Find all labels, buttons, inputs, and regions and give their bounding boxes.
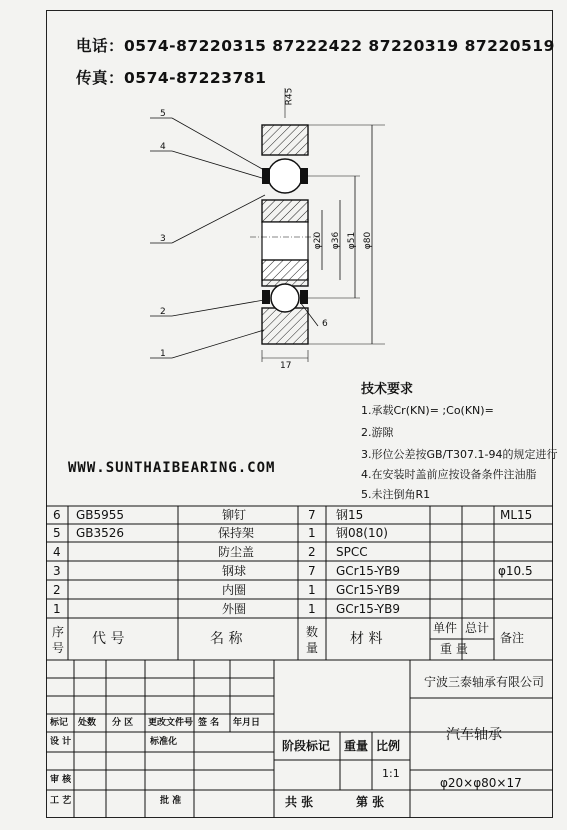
requirement-item: 4.在安装时盖前应按设备条件注油脂 [361, 468, 537, 481]
part-no: 2 [53, 583, 61, 597]
scale-label: 比例 [376, 739, 401, 753]
part-name: 内圈 [222, 583, 247, 597]
header-weight: 重 量 [440, 642, 468, 656]
part-name: 铆钉 [222, 508, 247, 522]
header-qty: 数量 [305, 625, 318, 655]
scale-value: 1:1 [382, 767, 400, 780]
header-material: 材 料 [350, 631, 383, 647]
part-material: 钢08(10) [336, 526, 388, 540]
part-no: 5 [53, 526, 61, 540]
requirement-item: 2.游隙 [361, 426, 394, 439]
part-no: 1 [53, 602, 61, 616]
requirement-item: 3.形位公差按GB/T307.1-94的规定进行 [361, 448, 558, 461]
review-label: 审 核 [50, 775, 72, 785]
dim-d51: φ51 [347, 231, 358, 250]
requirements-title: 技术要求 [361, 382, 414, 397]
header-code: 代 号 [92, 631, 125, 647]
stage-mark-label: 阶段标记 [282, 739, 331, 753]
requirement-item: 1.承载Cr(KN)= ;Co(KN)= [361, 404, 494, 417]
part-material: SPCC [336, 545, 368, 559]
header-name: 名 称 [210, 631, 243, 647]
leader-label-1: 1 [160, 349, 166, 359]
header-total: 总计 [465, 621, 490, 635]
radius-label: R45 [284, 87, 295, 106]
sheets-total: 共 张 [285, 795, 314, 809]
part-qty: 1 [308, 526, 316, 540]
part-code: GB5955 [76, 508, 125, 522]
part-remark: φ10.5 [498, 564, 533, 578]
part-name: 钢球 [222, 564, 247, 578]
part-material: GCr15-YB9 [336, 564, 400, 578]
process-label: 工 艺 [50, 796, 72, 806]
part-qty: 1 [308, 583, 316, 597]
rev-date: 年月日 [233, 718, 261, 728]
part-name: 保持架 [218, 526, 255, 540]
standard-label: 标准化 [150, 737, 178, 747]
rev-sign: 签 名 [198, 718, 220, 728]
website-url: WWW.SUNTHAIBEARING.COM [68, 460, 276, 476]
company-name: 宁波三泰轴承有限公司 [424, 675, 545, 689]
dim-width: 17 [280, 361, 292, 371]
ball-top [268, 159, 302, 193]
part-material: 钢15 [336, 508, 364, 522]
part-no: 6 [53, 508, 61, 522]
part-no: 4 [53, 545, 61, 559]
sheet-no: 第 张 [356, 795, 385, 809]
header-no: 序号 [51, 625, 64, 655]
part-qty: 7 [308, 564, 316, 578]
part-material: GCr15-YB9 [336, 583, 400, 597]
part-qty: 2 [308, 545, 316, 559]
dim-d20: φ20 [313, 231, 324, 250]
part-name: 防尘盖 [218, 545, 255, 559]
leader-label-5: 5 [160, 109, 166, 119]
rev-mark: 标记 [50, 718, 69, 728]
dim-d80: φ80 [363, 231, 374, 250]
leader-label-2: 2 [160, 307, 166, 317]
part-remark: ML15 [500, 508, 533, 522]
part-code: GB3526 [76, 526, 125, 540]
rev-count: 处数 [78, 718, 97, 728]
weight-label: 重量 [344, 739, 369, 753]
part-qty: 7 [308, 508, 316, 522]
rev-zone: 分 区 [112, 718, 134, 728]
leader-label-6: 6 [322, 319, 328, 329]
rev-doc: 更改文件号 [148, 718, 194, 728]
product-name: 汽车轴承 [446, 727, 502, 743]
part-no: 3 [53, 564, 61, 578]
phone-line: 电话：0574-87220315 87222422 87220319 87220519 [76, 37, 555, 55]
approve-label: 批 准 [160, 796, 182, 806]
header-remark: 备注 [500, 631, 525, 645]
ball-bottom [271, 284, 299, 312]
seal-top-left [262, 168, 270, 184]
dim-d36: φ36 [331, 231, 342, 250]
design-label: 设 计 [50, 737, 72, 747]
leader-label-4: 4 [160, 142, 166, 152]
fax-line: 传真：0574-87223781 [76, 69, 267, 87]
part-qty: 1 [308, 602, 316, 616]
part-material: GCr15-YB9 [336, 602, 400, 616]
seal-top-right [300, 168, 308, 184]
leader-label-3: 3 [160, 234, 166, 244]
requirement-item: 5.未注倒角R1 [361, 488, 431, 501]
part-name: 外圈 [222, 602, 247, 616]
header-single: 单件 [433, 621, 458, 635]
product-spec: φ20×φ80×17 [440, 776, 522, 790]
